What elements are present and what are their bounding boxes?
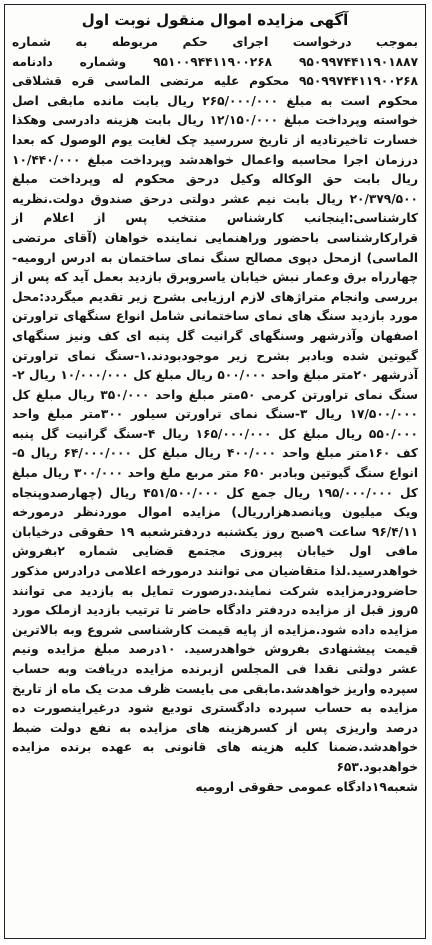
notice-title: آگهی مزایده اموال منقول نوبت اول	[81, 11, 349, 29]
legal-notice	[4, 4, 426, 939]
notice-body: بموجب درخواست اجرای حکم مربوطه به شماره ۹۵۰۹۹۷۴۴۱۱۹۰۱۸۸۷ ۹۵۱۰۰۹۴۴۱۱۹۰۰۲۶۸ وشماره دادنامه ۹۵۰۹۹۷۴۴۱۱۹۰۰۲۶۸ محکوم علیه مرتضی الماسی قره قشلاقی محکوم است به مبلغ ۲۶۵/۰۰۰/۰۰۰ ریال بابت مانده مابقی اصل خواسته وپرداخت مبلغ ۱۲/۱۵۰/۰۰۰ ریال بابت هزینه دادرسی وهکذا خسارت تاخیرتادیه از تاریخ سررسید چک لغایت یوم الوصول که بعدا درزمان اجرا محاسبه واعمال خواهدشد وپرداخت مبلغ ۱۰/۴۴۰/۰۰۰ ریال بابت حق الوکاله وکیل درحق محکوم له وپرداخت مبلغ ۲۰/۳۷۹/۵۰۰ ریال بابت نیم عشر دولتی درحق صندوق دولت.نظریه کارشناسی:اینجانب کارشناس منتخب پس از اعلام از قرارکارشناسی باحضور وراهنمایی نماینده خواهان (آقای مرتضی الماسی) ازمحل دپوی مصالح سنگ نمای ساختمان به ادرس ارومیه-چهارراه برق وعمار نبش خیابان یاسروبرق بازدید بعمل آید که پس از بررسی وانجام متراژهای لازم ارزیابی بشرح زیر تقدیم میگردد:محل مورد بازدید سنگ های نمای ساختمانی شامل انواع سنگهای تراورتن اصفهان وآذرشهر وسنگهای گرانیت گل پنبه ای کف ونیز سنگهای گیوتین شده وبادبر بشرح زیر موجودبودند.۱-سنگ نمای تراورتن آذرشهر ۲۰متر مبلغ واحد ۵۰۰/۰۰۰ ریال مبلغ کل ۱۰/۰۰۰/۰۰۰ ریال ۲-سنگ نمای تراورتن کرمی ۵۰متر مبلغ واحد ۳۵۰/۰۰۰ ریال مبلغ کل ۱۷/۵۰۰/۰۰۰ ریال ۳-سنگ نمای تراورتن سیلور ۳۰۰متر مبلغ واحد ۵۵۰/۰۰۰ ریال مبلغ کل ۱۶۵/۰۰۰/۰۰۰ ریال ۴-سنگ گرانیت گل پنبه کف ۱۶۰متر مبلغ واحد ۴۰۰/۰۰۰ ریال مبلغ کل ۶۴/۰۰۰/۰۰۰ ریال ۵-انواع سنگ گیوتین وبادبر ۶۵۰ متر مربع ملغ واحد ۳۰۰/۰۰۰ ریال مبلغ کل ۱۹۵/۰۰۰/۰۰۰ ریال جمع کل ۴۵۱/۵۰۰/۰۰۰ ریال (چهارصدوپنجاه ویک میلیون وپانصدهزارریال) مزایده اموال موردنظر درمورخه ۹۶/۴/۱۱ ساعت ۹صبح روز یکشنبه دردفترشعبه ۱۹ حقوقی درخیابان مافی اول خیابان پیروزی مجتمع قضایی شماره ۲بفروش خواهدرسید.لذا متقاضیان می توانند درمورخه اعلامی درادرس مذکور حاضرودرمزایده شرکت نمایند.درصورت تمایل به بازدید می توانند ۵روز قبل از مزایده دردفتر دادگاه حاضر تا ترتیب بازدید ازملک مورد مزایده داده شود.مزایده از پایه قیمت کارشناسی شروع وبه بالاترین قیمت پیشنهادی بفروش خواهدرسید. ۱۰درصد مبلغ مزایده ونیم عشر دولتی نقدا فی المجلس ازبرنده مزایده دریافت وبه حساب سپرده واریز خواهدشد.مابقی می بایست ظرف مدت یک ماه از تاریخ مزایده به حساب سپرده دادگستری تودیع شود درغیراینصورت ده درصد واریزی پس از کسرهزینه های مزایده به نفع دولت ضبط خواهدشد.ضمنا کلیه هزینه های قانونی به عهده برنده مزایده خواهدبود.۶۵۳	[12, 35, 419, 774]
issuing-court-signature: شعبه۱۹دادگاه عمومی حقوقی ارومیه	[195, 779, 418, 794]
notice-footer	[5, 778, 425, 794]
